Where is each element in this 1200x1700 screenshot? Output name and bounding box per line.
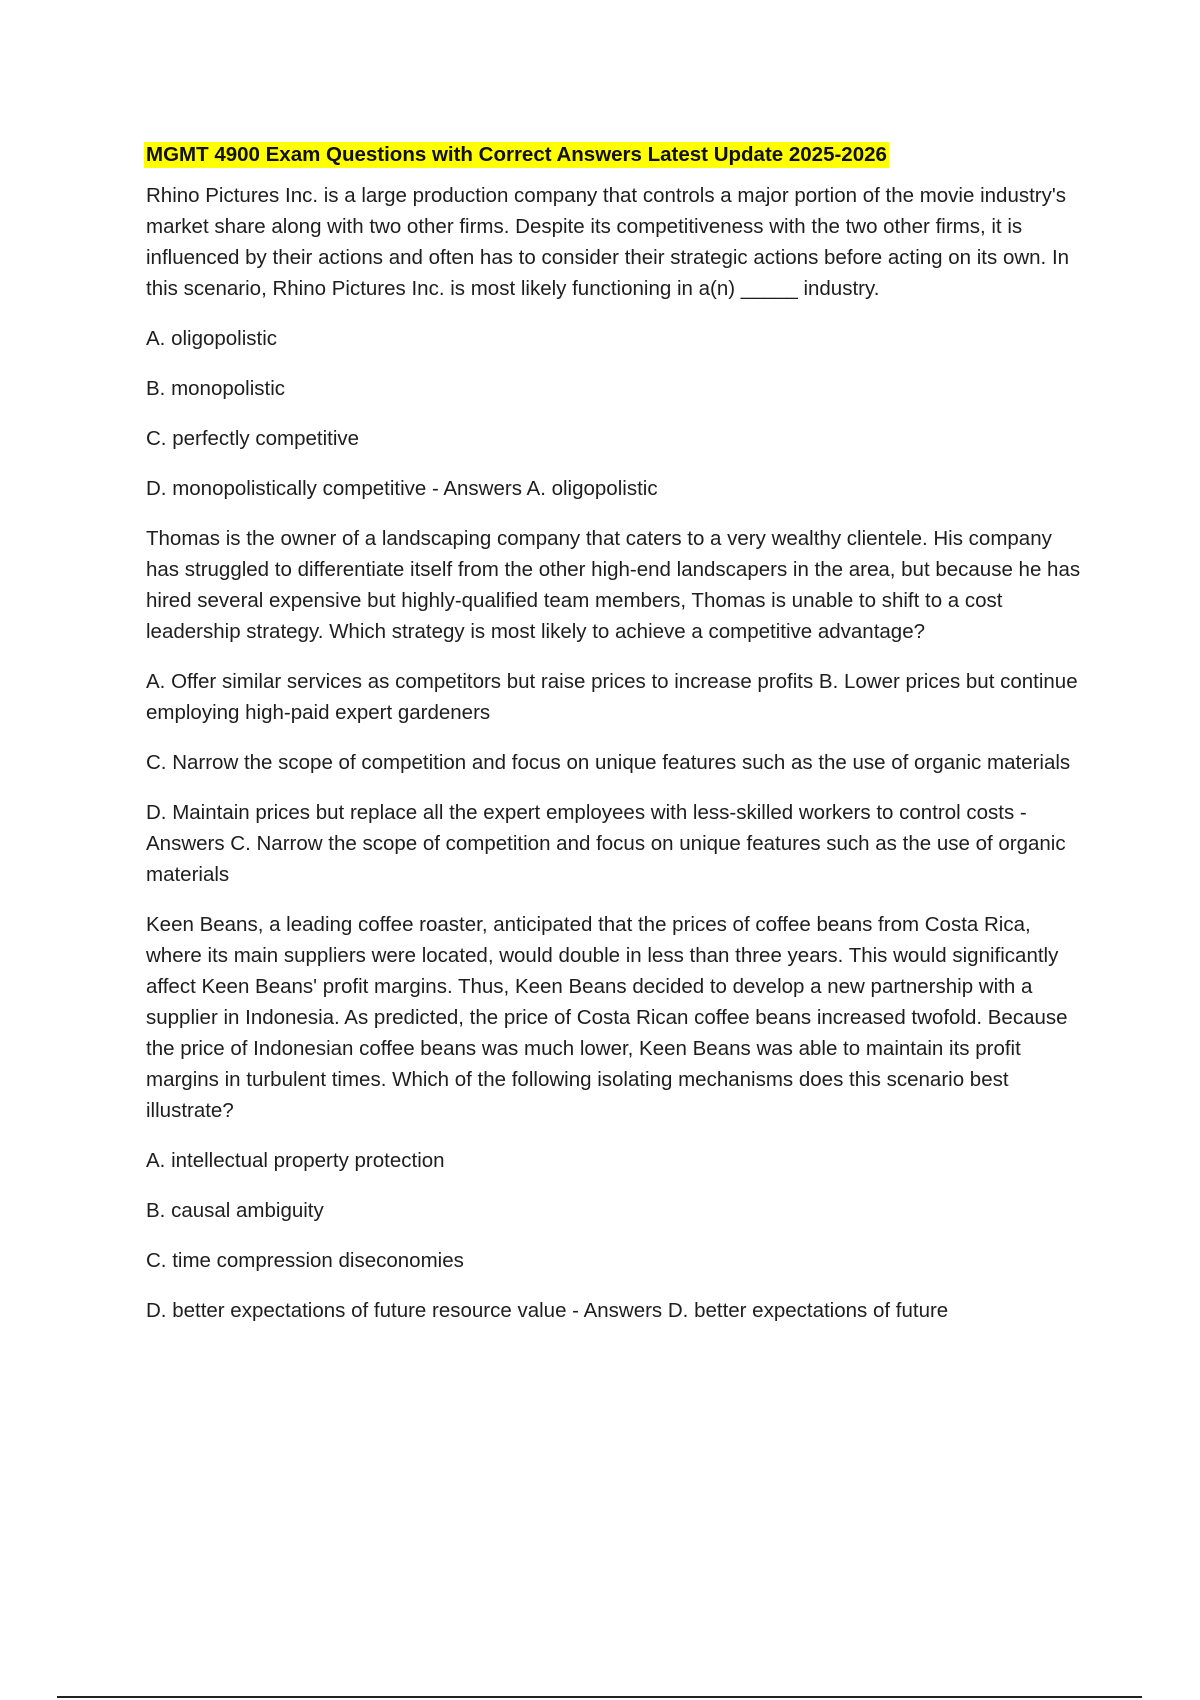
answer-option-with-answer: D. Maintain prices but replace all the expert employees with less-skilled workers to control costs - Answers C. Narrow the scope of competition and focus on unique features such as the use of organic materials xyxy=(146,801,1066,886)
answer-option: A. Offer similar services as competitors but raise prices to increase profits B. Lower prices but continue employing high-paid expert gardeners xyxy=(146,670,1078,724)
answer-option-with-answer: D. monopolistically competitive - Answers A. oligopolistic xyxy=(146,477,658,500)
question-stem: Thomas is the owner of a landscaping company that caters to a very wealthy clientele. His company has struggled to differentiate itself from the other high-end landscapers in the area, but because he has hired several expensive but highly-qualified team members, Thomas is unable to shift to a cost leadership strategy. Which strategy is most likely to achieve a competitive advantage? xyxy=(146,527,1081,643)
document-title: MGMT 4900 Exam Questions with Correct Answers Latest Update 2025-2026 xyxy=(146,143,887,166)
answer-option-with-answer: D. better expectations of future resource value - Answers D. better expectations of future xyxy=(146,1299,949,1322)
answer-option: A. oligopolistic xyxy=(146,327,278,350)
question-stem: Keen Beans, a leading coffee roaster, anticipated that the prices of coffee beans from Costa Rica, where its main suppliers were located, would double in less than three years. This would significantly affect Keen Beans' profit margins. Thus, Keen Beans decided to develop a new partnership with a supplier in Indonesia. As predicted, the price of Costa Rican coffee beans increased twofold. Because the price of Indonesian coffee beans was much lower, Keen Beans was able to maintain its profit margins in turbulent times. Which of the following isolating mechanisms does this scenario best illustrate? xyxy=(146,913,1068,1122)
question-stem: Rhino Pictures Inc. is a large production company that controls a major portion of the movie industry's market share along with two other firms. Despite its competitiveness with the two other firms, it is influenced by their actions and often has to consider their strategic actions before acting on its own. In this scenario, Rhino Pictures Inc. is most likely functioning in a(n) _____ industry. xyxy=(146,184,1070,300)
answer-option: C. Narrow the scope of competition and focus on unique features such as the use of organic materials xyxy=(146,751,1071,774)
answer-option: C. time compression diseconomies xyxy=(146,1249,464,1272)
answer-option: A. intellectual property protection xyxy=(146,1149,445,1172)
answer-option: C. perfectly competitive xyxy=(146,427,360,450)
document-page xyxy=(146,142,1081,1345)
page-bottom-divider xyxy=(57,1696,1142,1698)
answer-option: B. causal ambiguity xyxy=(146,1199,324,1222)
answer-option: B. monopolistic xyxy=(146,377,286,400)
